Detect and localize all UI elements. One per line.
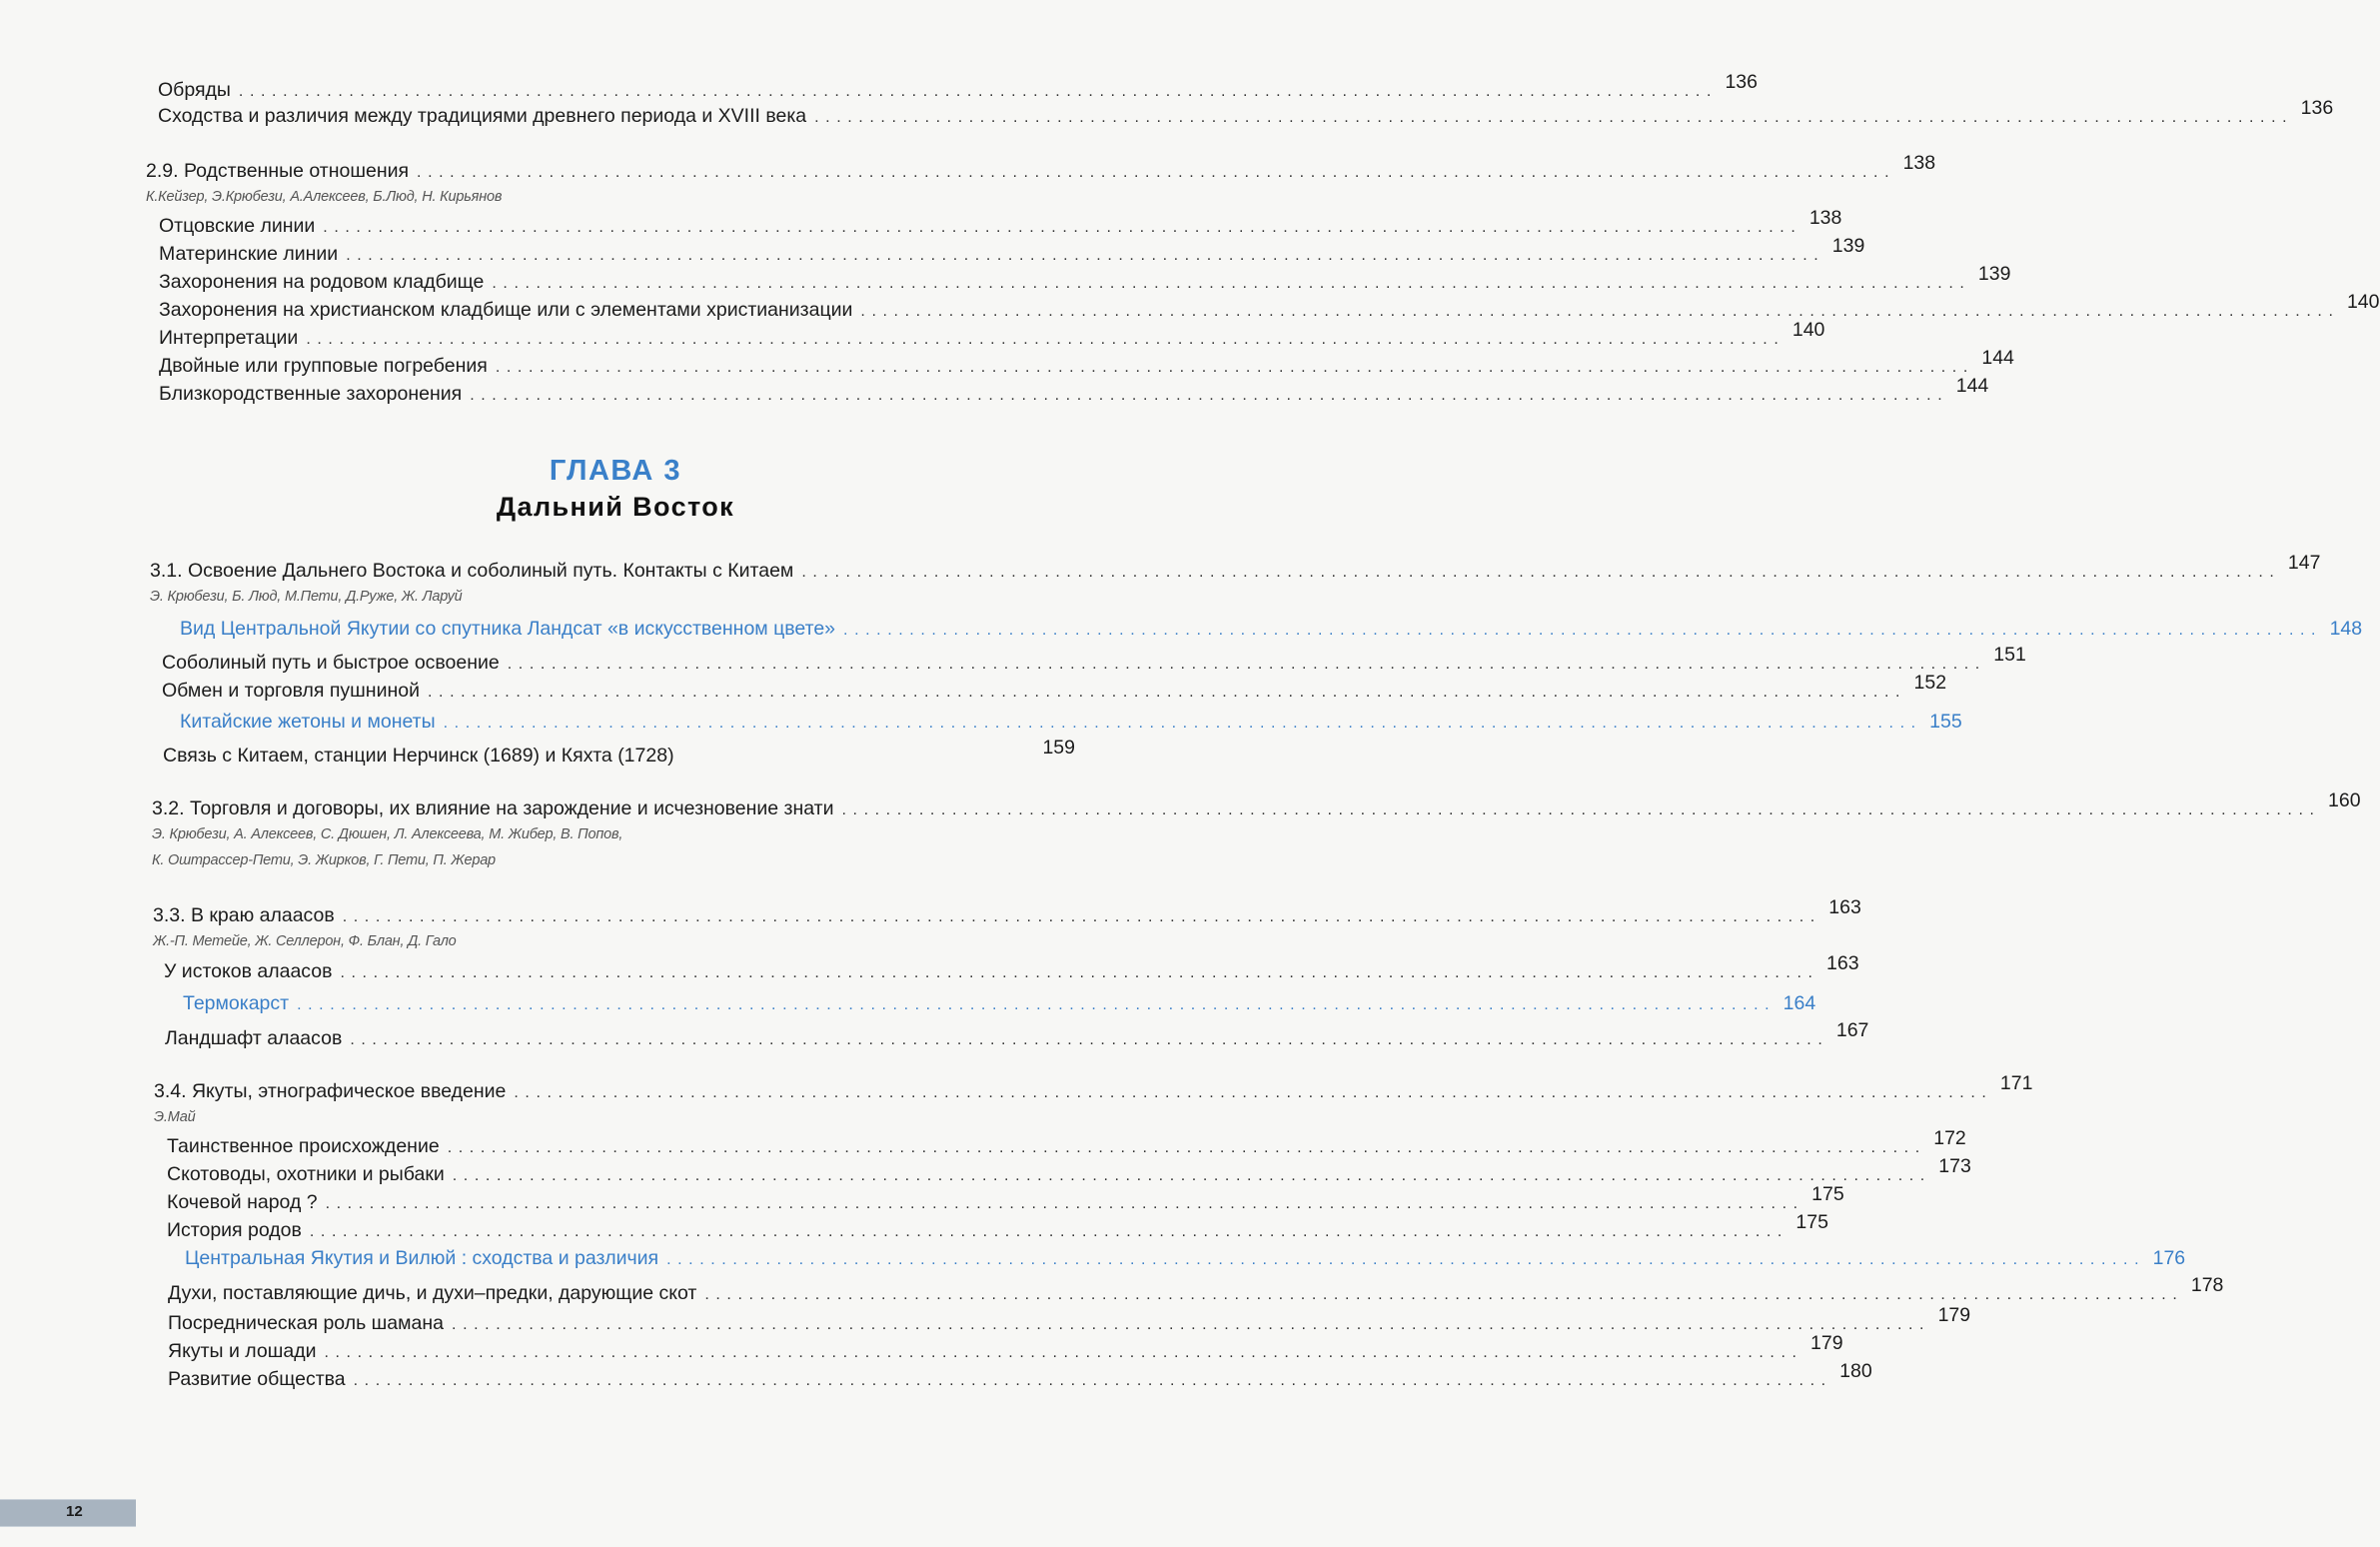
entry-page: 147 xyxy=(2287,552,2321,574)
dot-leader: ...................................................................................................................................... xyxy=(492,275,1971,292)
page-number-tab xyxy=(0,1499,136,1527)
entry-page: 140 xyxy=(1791,319,1825,341)
entry-title: 3.3. В краю алаасов xyxy=(153,904,335,926)
entry-title: Развитие общества xyxy=(168,1368,346,1390)
entry-page: 176 xyxy=(2152,1247,2186,1269)
entry-title: 2.9. Родственные отношения xyxy=(146,160,410,182)
entry-page: 139 xyxy=(1977,263,2011,285)
entry-title: Скотоводы, охотники и рыбаки xyxy=(167,1163,445,1185)
entry-page: 179 xyxy=(1810,1332,1843,1354)
dot-leader: ...................................................................................................................................... xyxy=(342,908,1821,925)
entry-page: 138 xyxy=(1902,152,1936,174)
toc-entry[interactable] xyxy=(162,672,1947,703)
dot-leader: ...................................................................................................................................... xyxy=(452,1167,1931,1184)
entry-title: Таинственное происхождение xyxy=(167,1135,440,1157)
section-heading[interactable] xyxy=(152,789,2361,820)
entry-page: 139 xyxy=(1831,235,1865,257)
entry-title: Центральная Якутия и Вилюй : сходства и различия xyxy=(185,1247,659,1269)
entry-page: 173 xyxy=(1938,1155,1971,1177)
entry-title: Захоронения на родовом кладбище xyxy=(159,271,485,293)
chapter-title: Дальний Восток xyxy=(496,492,735,522)
entry-title: 3.2. Торговля и договоры, их влияние на зарождение и исчезновение знати xyxy=(152,797,834,819)
toc-entry-highlight[interactable] xyxy=(183,991,1816,1015)
toc-entry[interactable] xyxy=(167,1155,1971,1186)
entry-page: 152 xyxy=(1913,672,1947,694)
entry-title: История родов xyxy=(167,1219,302,1241)
entry-title: Связь с Китаем, станции Нерчинск (1689) и Кяхта (1728) xyxy=(163,745,674,767)
toc-entry[interactable] xyxy=(159,207,1842,238)
entry-page: 136 xyxy=(1725,71,1758,93)
entry-title: Посредническая роль шамана xyxy=(168,1312,445,1334)
toc-entry[interactable] xyxy=(168,1360,1872,1391)
toc-entry[interactable] xyxy=(158,97,2334,128)
section-authors: Э.Май xyxy=(154,1109,196,1125)
entry-page: 148 xyxy=(2329,618,2363,640)
dot-leader: ...................................................................................................................................... xyxy=(495,359,1974,376)
toc-entry-highlight[interactable] xyxy=(185,1246,2186,1270)
entry-title: 3.1. Освоение Дальнего Востока и соболиный путь. Контакты с Китаем xyxy=(150,560,794,582)
dot-leader: ...................................................................................................................................... xyxy=(860,303,2340,320)
entry-title: Китайские жетоны и монеты xyxy=(180,711,436,733)
section-authors: К. Оштрассер-Пети, Э. Жирков, Г. Пети, П. Жерар xyxy=(152,852,496,868)
toc-entry-highlight[interactable] xyxy=(180,710,1962,734)
chapter-label: ГЛАВА 3 xyxy=(549,455,682,487)
entry-page: 140 xyxy=(2346,291,2380,313)
toc-entry[interactable] xyxy=(159,319,1825,350)
entry-title: Духи, поставляющие дичь, и духи–предки, дарующие скот xyxy=(168,1282,697,1304)
dot-leader: ...................................................................................................................................... xyxy=(417,164,1896,181)
dot-leader: ...................................................................................................................................... xyxy=(238,83,1718,100)
entry-title: Захоронения на христианском кладбище или с элементами христианизации xyxy=(159,299,853,321)
section-authors: Э. Крюбези, А. Алексеев, С. Дюшен, Л. Алексеева, М. Жибер, В. Попов, xyxy=(152,826,623,842)
toc-entry[interactable] xyxy=(164,952,1859,983)
toc-entry[interactable] xyxy=(159,347,2014,378)
dot-leader: ...................................................................................................................................... xyxy=(443,715,1922,732)
entry-title: Сходства и различия между традициями древнего периода и XVIII века xyxy=(158,105,807,127)
dot-leader: ...................................................................................................................................... xyxy=(306,331,1785,348)
section-heading[interactable] xyxy=(150,552,2321,583)
dot-leader: ...................................................................................................................................... xyxy=(325,1195,1804,1212)
section-heading[interactable] xyxy=(146,152,1936,183)
dot-leader: ...................................................................................................................................... xyxy=(340,964,1819,981)
entry-title: Вид Центральной Якутии со спутника Ландсат «в искусственном цвете» xyxy=(180,618,836,640)
dot-leader: ...................................................................................................................................... xyxy=(470,387,1949,404)
toc-entry[interactable] xyxy=(167,1127,1966,1158)
entry-page: 164 xyxy=(1783,992,1816,1014)
entry-title: Обряды xyxy=(158,79,231,101)
dot-leader: ...................................................................................................................................... xyxy=(309,1223,1788,1240)
page-number: 12 xyxy=(66,1503,83,1520)
entry-title: Двойные или групповые погребения xyxy=(159,355,488,377)
toc-entry[interactable] xyxy=(168,1332,1843,1363)
entry-page: 180 xyxy=(1839,1360,1872,1382)
entry-page: 144 xyxy=(1981,347,2014,369)
entry-page: 175 xyxy=(1795,1211,1828,1233)
dot-leader: ...................................................................................................................................... xyxy=(323,219,1802,236)
dot-leader: ...................................................................................................................................... xyxy=(447,1139,1926,1156)
entry-page: 179 xyxy=(1937,1304,1971,1326)
entry-title: Отцовские линии xyxy=(159,215,316,237)
entry-title: 3.4. Якуты, этнографическое введение xyxy=(154,1080,507,1102)
entry-page: 144 xyxy=(1955,375,1989,397)
dot-leader: ...................................................................................................................................... xyxy=(801,564,2281,581)
entry-page: 138 xyxy=(1808,207,1842,229)
entry-page: 163 xyxy=(1826,952,1859,974)
dot-leader: ...................................................................................................................................... xyxy=(452,1316,1931,1333)
dot-leader: ...................................................................................................................................... xyxy=(324,1344,1803,1361)
entry-title: Якуты и лошади xyxy=(168,1340,317,1362)
toc-entry[interactable] xyxy=(167,1183,1844,1214)
dot-leader: ...................................................................................................................................... xyxy=(427,684,1907,701)
entry-page: 172 xyxy=(1933,1127,1966,1149)
entry-page: 178 xyxy=(2190,1274,2224,1296)
dot-leader: ...................................................................................................................................... xyxy=(841,801,2321,818)
entry-page: 175 xyxy=(1811,1183,1844,1205)
entry-page: 151 xyxy=(1993,644,2026,666)
toc-entry[interactable] xyxy=(163,737,1075,768)
section-authors: Ж.-П. Метейе, Ж. Селлерон, Ф. Блан, Д. Гало xyxy=(153,933,457,949)
entry-page: 163 xyxy=(1828,896,1861,918)
entry-title: Близкородственные захоронения xyxy=(159,383,463,405)
toc-entry[interactable] xyxy=(159,375,1989,406)
dot-leader: ...................................................................................................................................... xyxy=(350,1031,1829,1048)
dot-leader: ...................................................................................................................................... xyxy=(297,996,1777,1013)
toc-entry[interactable] xyxy=(159,291,2380,322)
entry-page: 160 xyxy=(2328,789,2361,811)
entry-title: Соболиный путь и быстрое освоение xyxy=(162,652,500,674)
section-heading[interactable] xyxy=(154,1072,2033,1103)
toc-entry[interactable] xyxy=(162,644,2026,675)
entry-title: Ландшафт алаасов xyxy=(165,1027,343,1049)
entry-title: Интерпретации xyxy=(159,327,299,349)
dot-leader: ...................................................................................................................................... xyxy=(814,109,2294,126)
dot-leader: ...................................................................................................................................... xyxy=(507,656,1986,673)
entry-page: 155 xyxy=(1929,711,1962,733)
entry-title: Материнские линии xyxy=(159,243,339,265)
toc-entry[interactable] xyxy=(158,71,1758,102)
dot-leader: ...................................................................................................................................... xyxy=(353,1372,1832,1389)
toc-entry[interactable] xyxy=(168,1304,1971,1335)
dot-leader: ...................................................................................................................................... xyxy=(346,247,1825,264)
dot-leader: ...................................................................................................................................... xyxy=(666,1251,2146,1268)
dot-leader: ...................................................................................................................................... xyxy=(704,1286,2184,1303)
toc-entry[interactable] xyxy=(167,1211,1828,1242)
entry-title: Кочевой народ ? xyxy=(167,1191,318,1213)
toc-entry[interactable] xyxy=(159,263,2011,294)
dot-leader: ...................................................................................................................................... xyxy=(843,622,2323,639)
entry-page: 171 xyxy=(1999,1072,2033,1094)
entry-page: 136 xyxy=(2300,97,2334,119)
section-authors: Э. Крюбези, Б. Люд, М.Пети, Д.Руже, Ж. Ларуй xyxy=(150,589,463,605)
entry-title: Термокарст xyxy=(183,992,290,1014)
toc-entry[interactable] xyxy=(168,1274,2224,1305)
toc-entry-highlight[interactable] xyxy=(180,617,2363,641)
entry-title: У истоков алаасов xyxy=(164,960,333,982)
entry-title: Обмен и торговля пушниной xyxy=(162,680,420,702)
toc-entry[interactable] xyxy=(165,1019,1869,1050)
entry-page: 167 xyxy=(1835,1019,1869,1041)
section-authors: К.Кейзер, Э.Крюбези, А.Алексеев, Б.Люд, Н. Кирьянов xyxy=(146,189,503,205)
dot-leader: ...................................................................................................................................... xyxy=(514,1084,1993,1101)
toc-entry[interactable] xyxy=(159,235,1865,266)
entry-page: 159 xyxy=(1042,737,1075,759)
section-heading[interactable] xyxy=(153,896,1861,927)
